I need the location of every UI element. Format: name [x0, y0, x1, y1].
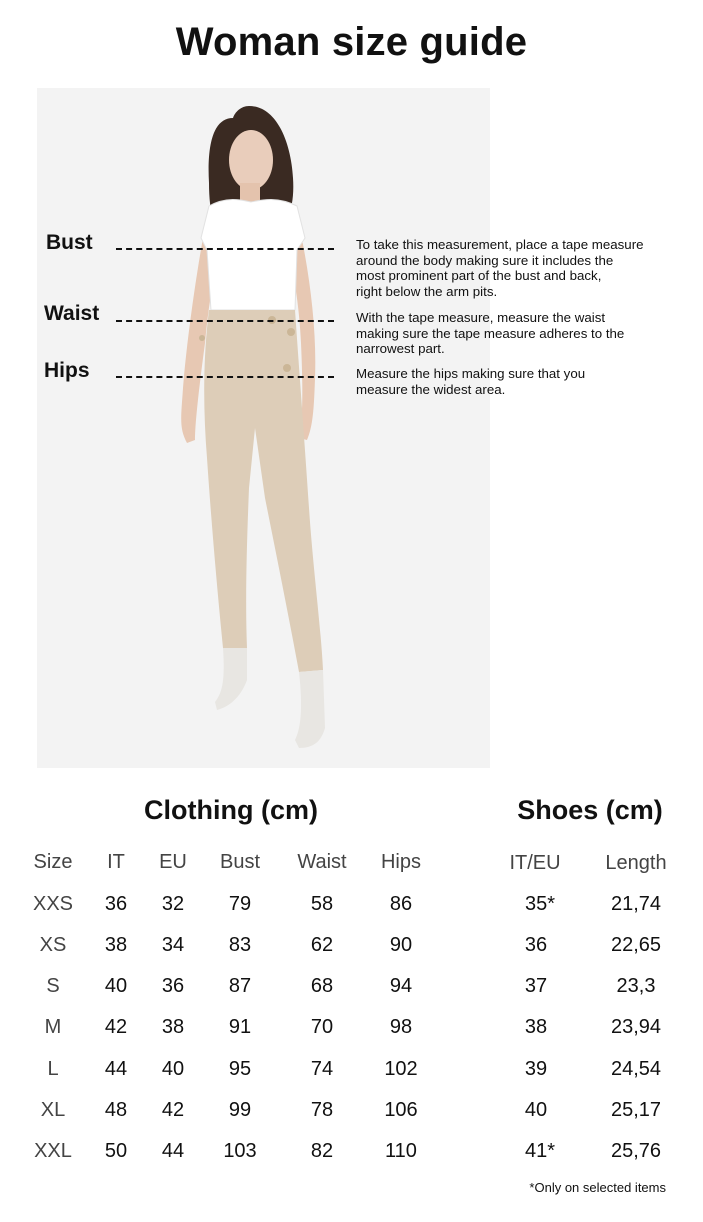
clothing-cell-bust: 83 [228, 934, 252, 956]
clothing-header-eu: EU [159, 851, 187, 873]
clothing-cell-bust: 103 [223, 1140, 257, 1162]
clothing-cell-size: XS [39, 934, 67, 956]
hips-dashed-line [116, 376, 334, 378]
clothing-cell-bust: 95 [228, 1058, 252, 1080]
shoes-cell-size: 40 [524, 1099, 548, 1121]
waist-description-line: narrowest part. [356, 341, 445, 356]
clothing-cell-bust: 99 [228, 1099, 252, 1121]
clothing-title: Clothing (cm) [144, 795, 318, 825]
clothing-cell-it: 48 [104, 1099, 128, 1121]
clothing-cell-hips: 90 [389, 934, 413, 956]
clothing-header-hips: Hips [380, 851, 421, 873]
clothing-header-waist: Waist [297, 851, 347, 873]
clothing-cell-it: 38 [104, 934, 128, 956]
shoes-cell-size: 36 [524, 934, 548, 956]
shoes-cell-size: 39 [524, 1058, 548, 1080]
clothing-header-it: IT [107, 851, 125, 873]
clothing-cell-waist: 74 [310, 1058, 334, 1080]
clothing-cell-size: L [47, 1058, 59, 1080]
clothing-header-bust: Bust [219, 851, 261, 873]
hips-description [356, 366, 676, 397]
shoes-header-it-eu: IT/EU [509, 852, 561, 874]
shoes-cell-length: 21,74 [610, 893, 662, 915]
clothing-cell-eu: 44 [161, 1140, 185, 1162]
shoes-cell-length: 25,76 [610, 1140, 662, 1162]
clothing-cell-size: S [46, 975, 60, 997]
clothing-cell-it: 40 [104, 975, 128, 997]
waist-description [356, 310, 676, 357]
clothing-cell-hips: 106 [384, 1099, 418, 1121]
bust-description-line: most prominent part of the bust and back, [356, 268, 602, 283]
page-title: Woman size guide [175, 20, 528, 64]
shoes-cell-length: 22,65 [610, 934, 662, 956]
clothing-cell-waist: 82 [310, 1140, 334, 1162]
bust-description-line: right below the arm pits. [356, 283, 498, 299]
shoes-title: Shoes (cm) [517, 795, 663, 825]
clothing-cell-eu: 36 [161, 975, 185, 997]
clothing-cell-it: 50 [104, 1140, 128, 1162]
clothing-cell-eu: 38 [161, 1016, 185, 1038]
clothing-cell-eu: 40 [161, 1058, 185, 1080]
clothing-cell-size: XXL [34, 1140, 72, 1162]
hips-label: Hips [44, 359, 90, 382]
bust-description [356, 237, 676, 299]
clothing-cell-bust: 91 [228, 1016, 252, 1038]
clothing-cell-eu: 32 [161, 893, 185, 915]
clothing-cell-it: 44 [104, 1058, 128, 1080]
shoes-cell-size: 41* [524, 1140, 556, 1162]
shoes-cell-length: 23,94 [610, 1016, 662, 1038]
clothing-cell-hips: 86 [389, 893, 413, 915]
bust-description-line: around the body making sure it includes the [356, 252, 614, 268]
clothing-cell-waist: 62 [310, 934, 334, 956]
clothing-cell-waist: 68 [310, 975, 334, 997]
shoes-header-length: Length [605, 852, 667, 874]
shoes-cell-size: 38 [524, 1016, 548, 1038]
clothing-cell-waist: 70 [310, 1016, 334, 1038]
waist-description-line: making sure the tape measure adheres to the [356, 325, 625, 341]
model-photo [37, 88, 490, 768]
footnote: *Only on selected items [529, 1180, 666, 1195]
bust-dashed-line [116, 248, 334, 250]
hips-description-line: measure the widest area. [356, 381, 506, 397]
clothing-cell-bust: 79 [228, 893, 252, 915]
clothing-cell-hips: 110 [385, 1140, 417, 1162]
bust-label: Bust [46, 231, 93, 254]
clothing-cell-hips: 94 [389, 975, 413, 997]
waist-dashed-line [116, 320, 334, 322]
shoes-cell-length: 23,3 [616, 975, 656, 997]
shoes-cell-length: 25,17 [610, 1099, 662, 1121]
model-illustration [37, 88, 490, 768]
shoes-cell-size: 35* [524, 893, 556, 915]
clothing-cell-hips: 102 [384, 1058, 418, 1080]
clothing-cell-eu: 42 [161, 1099, 185, 1121]
waist-label: Waist [44, 302, 100, 325]
clothing-cell-it: 36 [104, 893, 128, 915]
shoes-cell-length: 24,54 [610, 1058, 662, 1080]
clothing-cell-it: 42 [104, 1016, 128, 1038]
clothing-cell-eu: 34 [161, 934, 185, 956]
clothing-cell-bust: 87 [228, 975, 252, 997]
clothing-header-size: Size [33, 851, 73, 873]
clothing-cell-waist: 58 [310, 893, 334, 915]
waist-description-line: With the tape measure, measure the waist [356, 310, 606, 325]
shoes-cell-size: 37 [524, 975, 548, 997]
hips-description-line: Measure the hips making sure that you [356, 366, 586, 381]
clothing-cell-hips: 98 [389, 1016, 413, 1038]
clothing-cell-waist: 78 [310, 1099, 334, 1121]
clothing-cell-size: XXS [32, 893, 74, 915]
bust-description-line: To take this measurement, place a tape measure [356, 237, 644, 252]
clothing-cell-size: M [44, 1016, 62, 1038]
clothing-cell-size: XL [40, 1099, 66, 1121]
